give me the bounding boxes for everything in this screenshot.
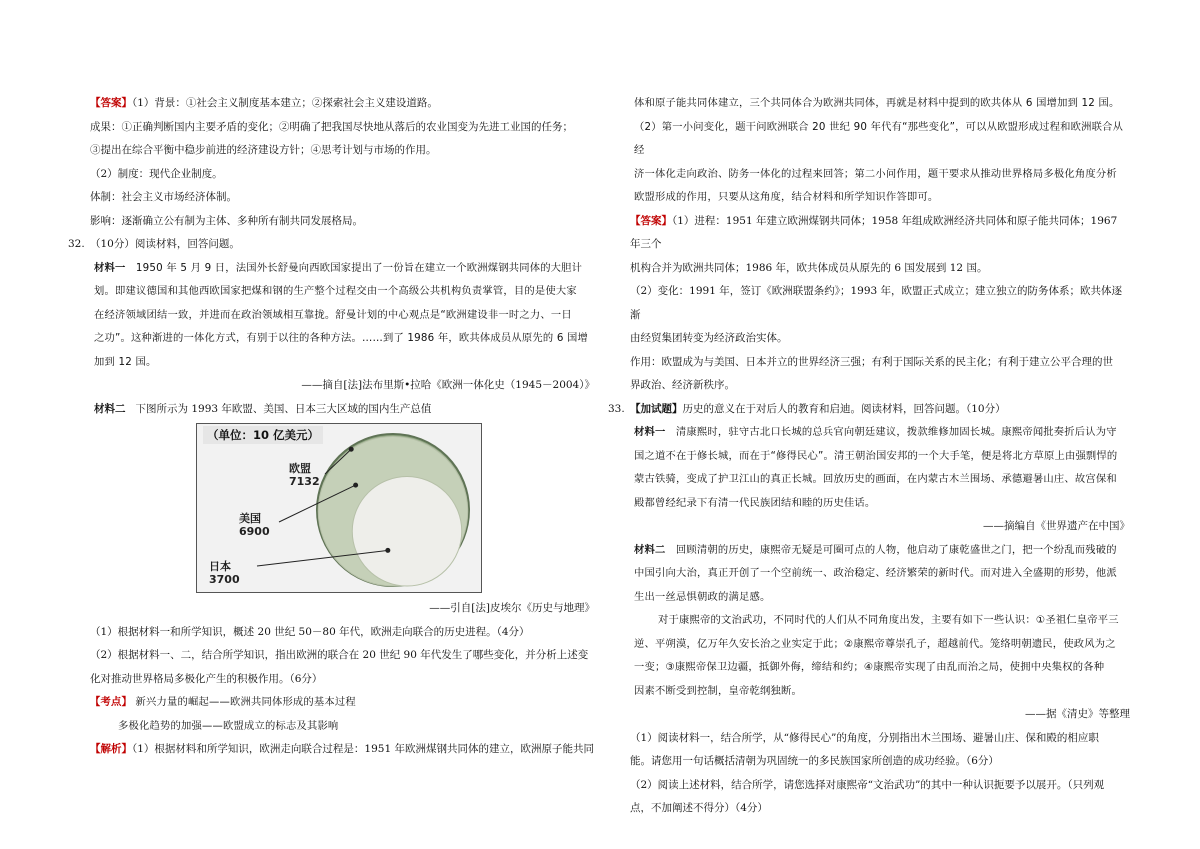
knowledge-tag: 【考点】 xyxy=(90,696,132,708)
analysis-line-3: （2）第一小问变化，题干问欧洲联合 20 世纪 90 年代有“那些变化”，可以从欧盟形成过程和欧洲联合从经 xyxy=(634,120,1124,156)
chart-source: ——引自[法]皮埃尔《历史与地理》 xyxy=(429,602,595,614)
q33-material-2-line-6: 一变；③康熙帝保卫边疆，抵御外侮，缔结和约；④康熙帝实现了由乱而治之局，使拥中央集权的各种 xyxy=(634,661,1105,673)
q33-material-2-line-4: 对于康熙帝的文治武功，不同时代的人们从不同角度出发，主要有如下一些认识：①圣祖仁皇帝平三 xyxy=(658,614,1119,626)
question-33-part-2b: 点，不加阐述不得分）（4分） xyxy=(630,802,768,814)
q33-material-1-source: ——摘编自《世界遗产在中国》 xyxy=(983,520,1130,532)
question-32-intro: 32. （10分）阅读材料，回答问题。 xyxy=(90,233,595,257)
leader-eu-dot xyxy=(349,447,354,452)
q33-material-2-source: ——据《清史》等整理 xyxy=(1025,708,1130,720)
question-33-part-1a: （1）阅读材料一，结合所学，从“修得民心”的角度，分别指出木兰围场、避暑山庄、保和殿的相应职 xyxy=(630,731,1099,744)
q33-material-2-line-5: 逆、平朔漠，亿万年久安长治之业实定于此；②康熙帝尊崇孔子，超越前代。笼络明朝遗民，使政风为之 xyxy=(634,637,1116,650)
answer-31-result-1: 成果：①正确判断国内主要矛盾的变化；②明确了把我国尽快地从落后的农业国变为先进工业国的任务； xyxy=(90,120,573,133)
answer-31-impact: 影响：逐渐确立公有制为主体、多种所有制共同发展格局。 xyxy=(90,214,363,227)
q33-material-2-line-3: 生出一丝忌惧朝政的满足感。 xyxy=(634,590,771,603)
analysis-line-4: 济一体化走向政治、防务一体化的过程来回答；第二小问作用，题干要求从推动世界格局多极化角度分析 xyxy=(634,167,1117,180)
knowledge-point-2: 多极化趋势的加强——欧盟成立的标志及其影响 xyxy=(118,719,339,732)
q33-material-1-line-1: 材料一 清康熙时，驻守古北口长城的总兵官向朝廷建议，拨款维修加固长城。康熙帝闻批奏折后认为守 xyxy=(634,426,1117,438)
material-1-line-4: 之功”。这种渐进的一体化方式，有别于以往的各种方法。……到了 1986 年，欧共体成员从原先的 6 国增 xyxy=(94,332,589,344)
analysis-line-2: 体和原子能共同体建立，三个共同体合为欧洲共同体，再就是材料中提到的欧共体从 6 国增加到 12 国。 xyxy=(634,97,1120,109)
question-33-part-2a: （2）阅读上述材料，结合所学，请您选择对康熙帝“文治武功”的其中一种认识扼要予以展开。（只列观 xyxy=(630,778,1105,791)
analysis-tag: 【解析】 xyxy=(90,743,132,755)
answer-31-system: （2）制度：现代企业制度。 xyxy=(90,167,223,180)
question-32-part-1: （1）根据材料一和所学知识，概述 20 世纪 50－80 年代，欧洲走向联合的历史进程。（4分） xyxy=(90,625,530,638)
analysis-line-1: 【解析】（1）根据材料和所学知识，欧洲走向联合过程是：1951 年欧洲煤钢共同体的建立，欧洲原子能共同 xyxy=(90,743,594,755)
leader-us-dot xyxy=(353,483,358,488)
gdp-chart xyxy=(196,423,482,593)
knowledge-point-1: 【考点】 新兴力量的崛起——欧洲共同体形成的基本过程 xyxy=(90,696,356,708)
chart-label-us: 美国 6900 xyxy=(239,512,270,538)
chart-unit-label: （单位：10 亿美元） xyxy=(203,426,323,444)
chart-label-eu: 欧盟 7132 xyxy=(289,462,320,488)
right-column xyxy=(608,92,1130,821)
material-1-source: ——摘自[法]法布里斯•拉哈《欧洲一体化史（1945－2004）》 xyxy=(301,379,595,391)
material-1-line-2: 划。即建议德国和其他西欧国家把煤和钢的生产整个过程交由一个高级公共机构负责掌管，目的是使大家 xyxy=(94,285,577,297)
leader-japan-dot xyxy=(385,548,390,553)
answer-32-line-3: （2）变化：1991 年，签订《欧洲联盟条约》；1993 年，欧盟正式成立；建立独立的防务体系；欧共体逐渐 xyxy=(630,285,1123,321)
question-32-part-2a: （2）根据材料一、二，结合所学知识，指出欧洲的联合在 20 世纪 90 年代发生了哪些变化，并分析上述变 xyxy=(90,649,589,661)
q33-material-2-line-1: 材料二 回顾清朝的历史，康熙帝无疑是可圈可点的人物，他启动了康乾盛世之门，把一个纷乱而残破的 xyxy=(634,543,1117,556)
question-33-part-1b: 能。请您用一句话概括清朝为巩固统一的多民族国家所创造的成功经验。（6分） xyxy=(630,755,999,767)
answer-31-result-2: ③提出在综合平衡中稳步前进的经济建设方针；④思考计划与市场的作用。 xyxy=(90,144,437,156)
left-column xyxy=(68,92,595,762)
q33-material-2-line-7: 因素不断受到控制，皇帝乾纲独断。 xyxy=(634,684,802,697)
question-number: 32. xyxy=(68,238,85,250)
q33-material-2-line-2: 中国引向大治，真正开创了一个空前统一、政治稳定、经济繁荣的新时代。而对进入全盛期的形势，他派 xyxy=(634,567,1117,579)
chart-label-japan: 日本 3700 xyxy=(209,560,240,586)
question-number: 33. xyxy=(608,402,625,415)
answer-32-line-4: 由经贸集团转变为经济政治实体。 xyxy=(630,332,788,344)
material-1-line-3: 在经济领域团结一致，并进而在政治领域相互靠拢。舒曼计划的中心观点是“欧洲建设非一时之力、一日 xyxy=(94,308,572,321)
answer-31-body: 体制：社会主义市场经济体制。 xyxy=(90,191,237,203)
question-33-intro: 33. 【加试题】历史的意义在于对后人的教育和启迪。阅读材料，回答问题。（10分） xyxy=(630,398,1130,422)
answer-tag: 【答案】 xyxy=(630,214,672,227)
analysis-line-5: 欧盟形成的作用，只要从这角度，结合材料和所学知识作答即可。 xyxy=(634,191,939,203)
gdp-circle-japan xyxy=(352,477,461,586)
answer-32-line-6: 界政治、经济新秩序。 xyxy=(630,379,735,391)
answer-31-background: 【答案】（1）背景：①社会主义制度基本建立；②探索社会主义建设道路。 xyxy=(90,97,438,109)
answer-32-line-2: 机构合并为欧洲共同体；1986 年，欧共体成员从原先的 6 国发展到 12 国。 xyxy=(630,261,988,274)
answer-32-line-1: 【答案】（1）进程：1951 年建立欧洲煤钢共同体；1958 年组成欧洲经济共同体和原子能共同体；1967 年三个 xyxy=(630,214,1118,250)
material-1-line-1: 材料一 1950 年 5 月 9 日，法国外长舒曼向西欧国家提出了一份旨在建立一个欧洲煤钢共同体的大胆计 xyxy=(94,261,583,274)
answer-tag: 【答案】 xyxy=(90,97,132,109)
q33-material-1-line-2: 国之道不在于修长城，而在于“修得民心”。清王朝治国安邦的一个大手笔，便是将北方草原上由强剽悍的 xyxy=(634,449,1118,462)
answer-32-line-5: 作用：欧盟成为与美国、日本并立的世界经济三强；有利于国际关系的民主化；有利于建立公平合理的世 xyxy=(630,355,1113,368)
question-32-part-2b: 化对推动世界格局多极化产生的积极作用。（6分） xyxy=(90,672,323,685)
q33-material-1-line-4: 殿都曾经纪录下有清一代民族团结和睦的历史佳话。 xyxy=(634,496,876,509)
material-2-intro: 材料二 下图所示为 1993 年欧盟、美国、日本三大区域的国内生产总值 xyxy=(94,402,432,415)
material-1-line-5: 加到 12 国。 xyxy=(94,355,157,368)
q33-material-1-line-3: 蒙古铁骑，变成了护卫江山的真正长城。回放历史的画面，在内蒙古木兰围场、承德避暑山庄、故宫保和 xyxy=(634,473,1117,485)
